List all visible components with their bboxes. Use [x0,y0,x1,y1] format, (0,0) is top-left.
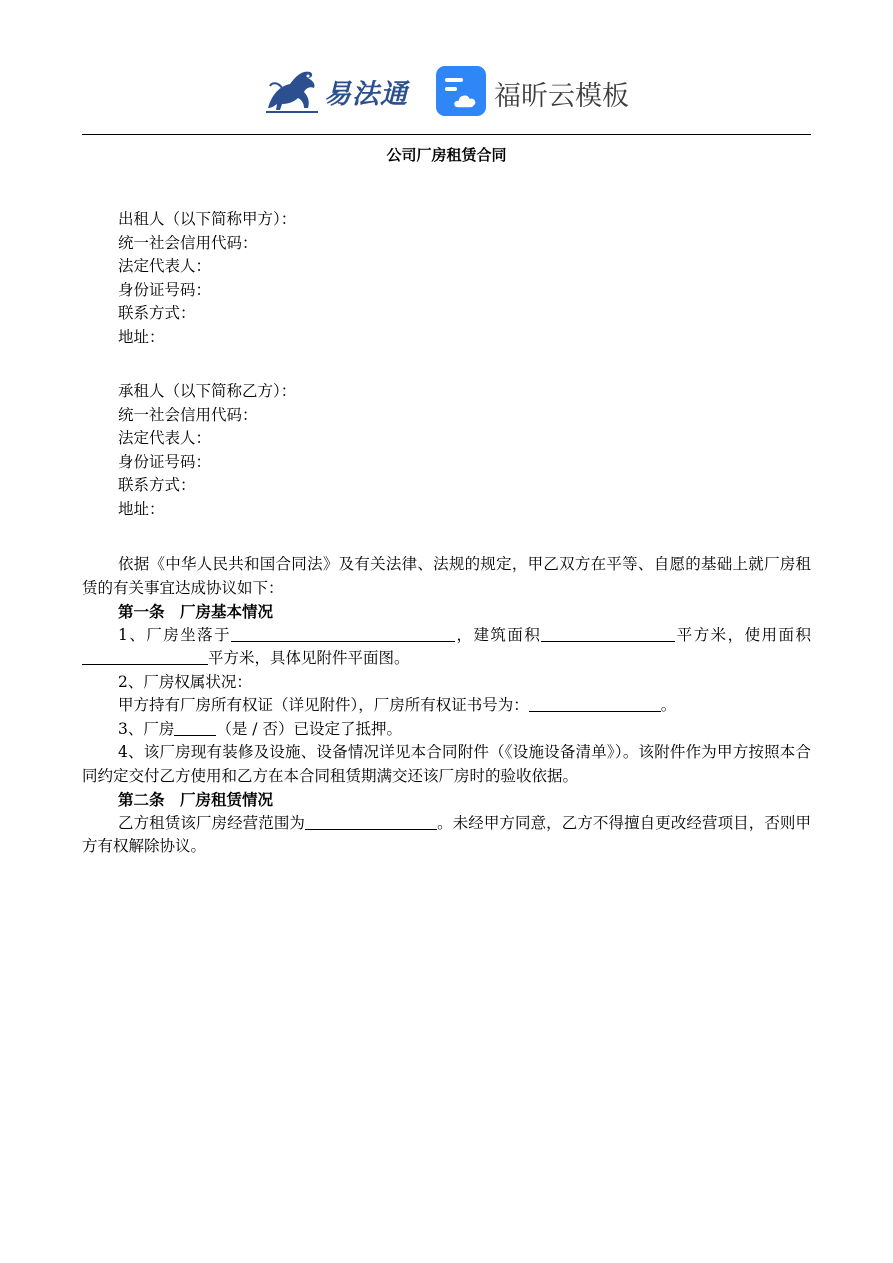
lessor-line: 法定代表人： [118,257,212,275]
article-2-heading: 第二条 厂房租赁情况 [118,790,274,809]
lessee-line: 统一社会信用代码： [118,405,258,424]
cloud-document-icon [436,66,486,116]
building-area-blank [541,625,675,642]
lessor-line: 联系方式： [118,304,196,322]
article-2-paragraph: 乙方租赁该厂房经营范围为 。未经甲方同意，乙方不得擅自更改经营项目，否则甲方有权解除协议。 [82,813,811,855]
article-1-item-1: 1、厂房坐落于 ，建筑面积 平方米，使用面积平方米，具体见附件平面图。 [82,624,811,671]
lessee-line: 地址： [118,499,165,518]
lessor-line: 地址： [118,327,165,346]
lessor-line: 身份证号码： [118,280,212,299]
lessor-line: 出租人（以下简称甲方）： [118,210,297,228]
business-scope-blank [305,813,437,830]
contract-body [82,553,811,859]
article-1-item-3: 3、厂房 （是 / 否）已设定了抵押。 [118,719,402,738]
lessor-line: 统一社会信用代码： [118,233,258,252]
qilin-logo-icon [262,64,322,116]
article-1-item-4: 4、该厂房现有装修及设施、设备情况详见本合同附件（《设施设备清单》）。该附件作为甲方按照本合同约定交付乙方使用和乙方在本合同租赁期满交还该厂房时的验收依据。 [82,743,811,785]
lessee-line: 法定代表人： [118,429,212,447]
fuxin-brand-text: 福昕云模板 [494,81,629,112]
mortgage-status-blank [174,719,216,736]
lessee-block [118,380,296,521]
yifatong-brand [262,62,422,118]
lessee-line: 身份证号码： [118,452,212,471]
lessee-line: 联系方式： [118,476,196,494]
yifatong-brand-text: 易法通 [324,79,408,110]
article-1-item-2: 2、厂房权属状况： [118,672,252,691]
lessee-line: 承租人（以下简称乙方）： [118,382,297,400]
article-1-item-2-detail: 甲方持有厂房所有权证（详见附件），厂房所有权证书号为： 。 [118,696,677,714]
page-title: 公司厂房租赁合同 [386,146,507,164]
page-header [0,62,893,122]
header-divider [82,134,811,135]
usable-area-blank [82,648,208,665]
article-1-heading: 第一条 厂房基本情况 [118,602,274,621]
fuxin-brand [436,64,636,118]
lessor-block [118,208,296,349]
certificate-number-blank [529,695,661,712]
location-blank [231,625,455,642]
preamble-paragraph: 依据《中华人民共和国合同法》及有关法律、法规的规定，甲乙双方在平等、自愿的基础上就厂房租赁的有关事宜达成协议如下： [82,555,811,597]
